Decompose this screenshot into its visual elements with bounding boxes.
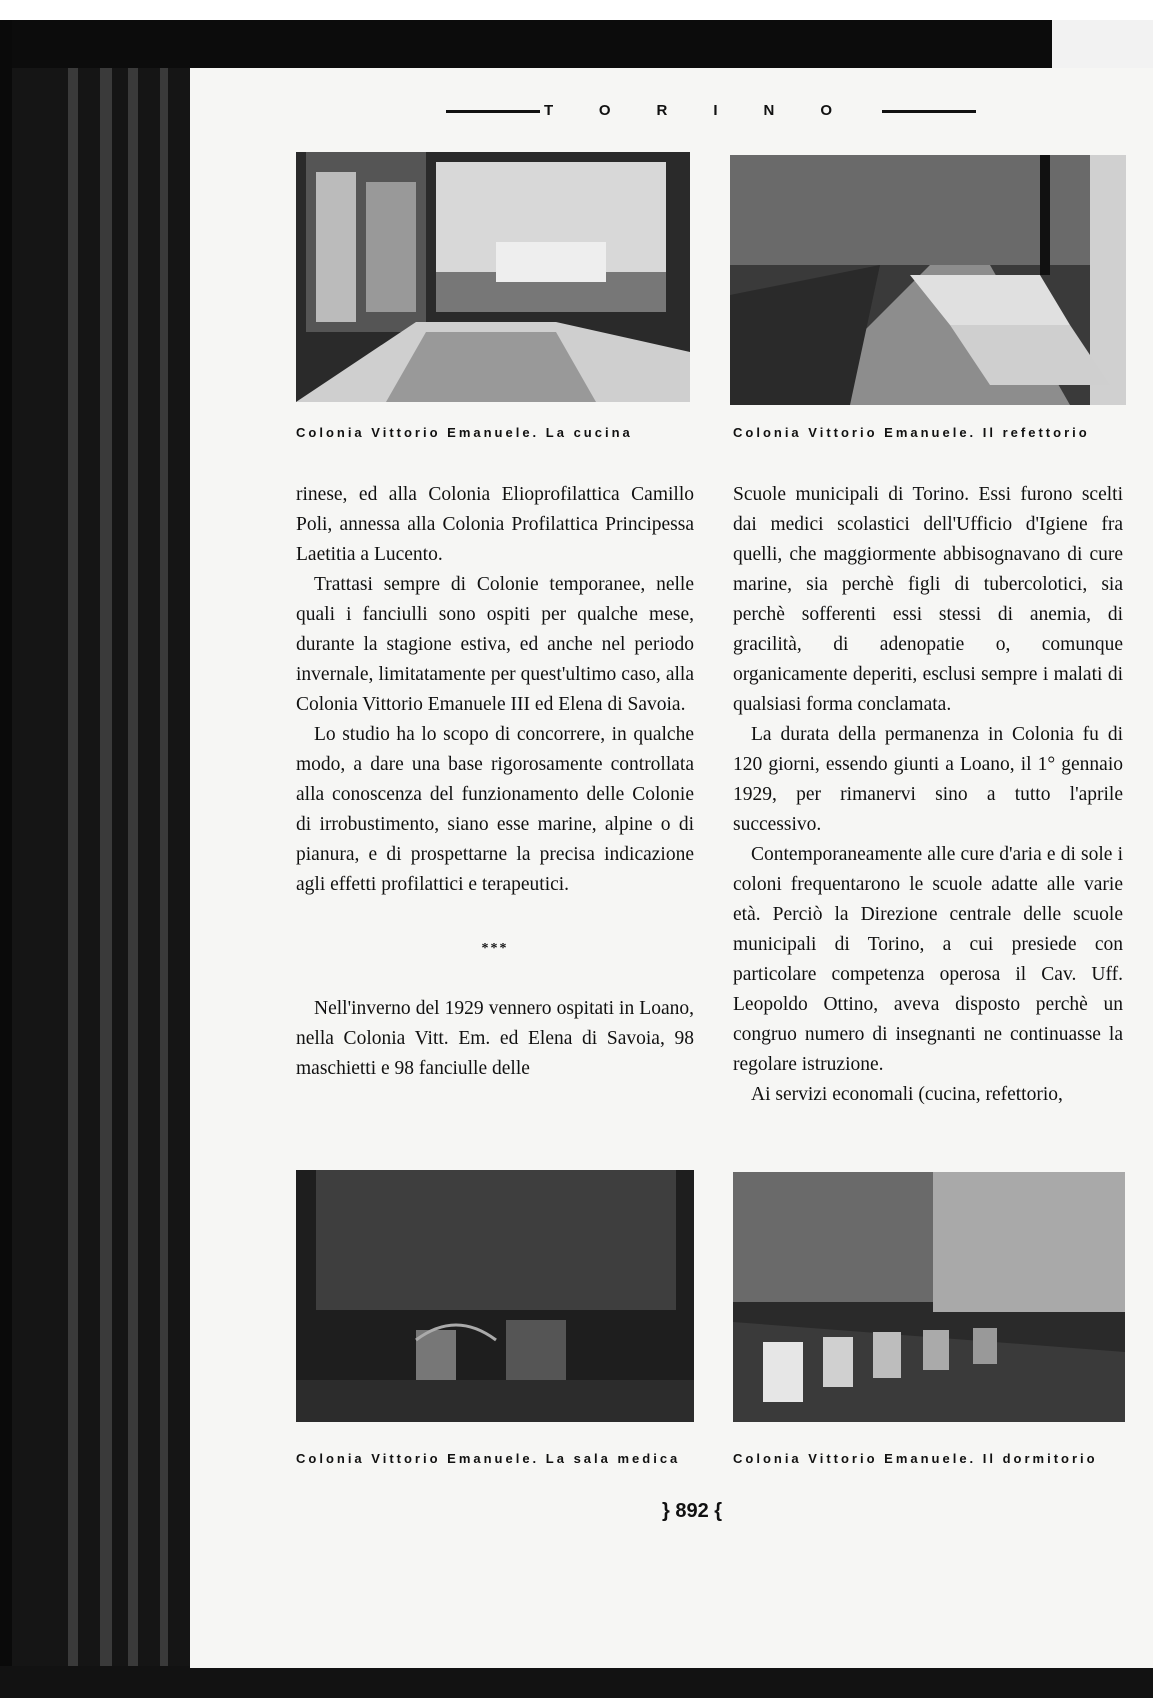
page-bracket-right: {: [714, 1500, 723, 1522]
running-header: [446, 100, 976, 122]
caption-medical-room: Colonia Vittorio Emanuele. La sala medica: [296, 1451, 681, 1466]
caption-kitchen: Colonia Vittorio Emanuele. La cucina: [296, 425, 633, 440]
photo-refectory: [730, 155, 1126, 405]
top-margin: [0, 0, 1153, 20]
caption-dormitory: Colonia Vittorio Emanuele. Il dormitorio: [733, 1451, 1098, 1466]
paragraph: Scuole municipali di Torino. Essi furono scelti dai medici scolastici dell'Ufficio d'Igiene fra quelli, che maggiormente abbisognavano di cure marine, sia perchè figli di tubercolotici, sia perchè sofferenti essi stessi di anemia, di gracilità, di adenopatie o, comunque organicamente deperiti, esclusi sempre i malati di qualsiasi forma conclamata.: [733, 484, 1123, 715]
paragraph: Lo studio ha lo scopo di concorrere, in qualche modo, a dare una base rigorosamente controllata alla conoscenza del funzionamento delle Colonie di irrobustimento, siano esse marine, alpine o di pianura, e di prospettarne la precisa indicazione agli effetti profilattici e terapeutici.: [296, 724, 694, 895]
paragraph: Ai servizi economali (cucina, refettorio,: [751, 1084, 1063, 1105]
scan-binding-edge: [12, 68, 194, 1668]
section-separator: ***: [481, 941, 509, 956]
paragraph: Nell'inverno del 1929 vennero ospitati in Loano, nella Colonia Vitt. Em. ed Elena di Savoia, 98 maschietti e 98 fanciulle delle: [296, 998, 694, 1079]
header-title: TORINO: [540, 102, 882, 119]
caption-refectory: Colonia Vittorio Emanuele. Il refettorio: [733, 425, 1090, 440]
scan-shadow-top: [12, 20, 1052, 68]
page-bracket-left: }: [662, 1500, 670, 1522]
paragraph: La durata della permanenza in Colonia fu di 120 giorni, essendo giunti a Loano, il 1° gennaio 1929, per rimanervi sino a tutto l'aprile successivo.: [733, 724, 1123, 835]
photo-dormitory: [733, 1172, 1125, 1422]
text-column-left: [296, 480, 694, 1084]
scan-corner: [1052, 20, 1153, 68]
page-number-text: 892: [675, 1500, 709, 1522]
paragraph: Trattasi sempre di Colonie temporanee, nelle quali i fanciulli sono ospiti per qualche mese, durante la stagione estiva, ed anche nel periodo invernale, limitatamente per quest'ultimo caso, alla Colonia Vittorio Emanuele III ed Elena di Savoia.: [296, 574, 694, 715]
page-number: [662, 1500, 722, 1523]
paragraph: Contemporaneamente alle cure d'aria e di sole i coloni frequentarono le scuole adatte alle varie età. Perciò la Direzione centrale delle scuole municipali di Torino, a cui presiede con particolare competenza operosa il Cav. Uff. Leopoldo Ottino, aveva disposto perchè un congruo numero di insegnanti ne continuasse la regolare istruzione.: [733, 844, 1123, 1075]
paragraph: rinese, ed alla Colonia Elioprofilattica Camillo Poli, annessa alla Colonia Profilattica Principessa Laetitia a Lucento.: [296, 484, 694, 565]
scan-bottom-edge: [0, 1666, 1153, 1698]
text-column-right: [733, 480, 1123, 1110]
photo-kitchen: [296, 152, 690, 402]
photo-medical-room: [296, 1170, 694, 1422]
